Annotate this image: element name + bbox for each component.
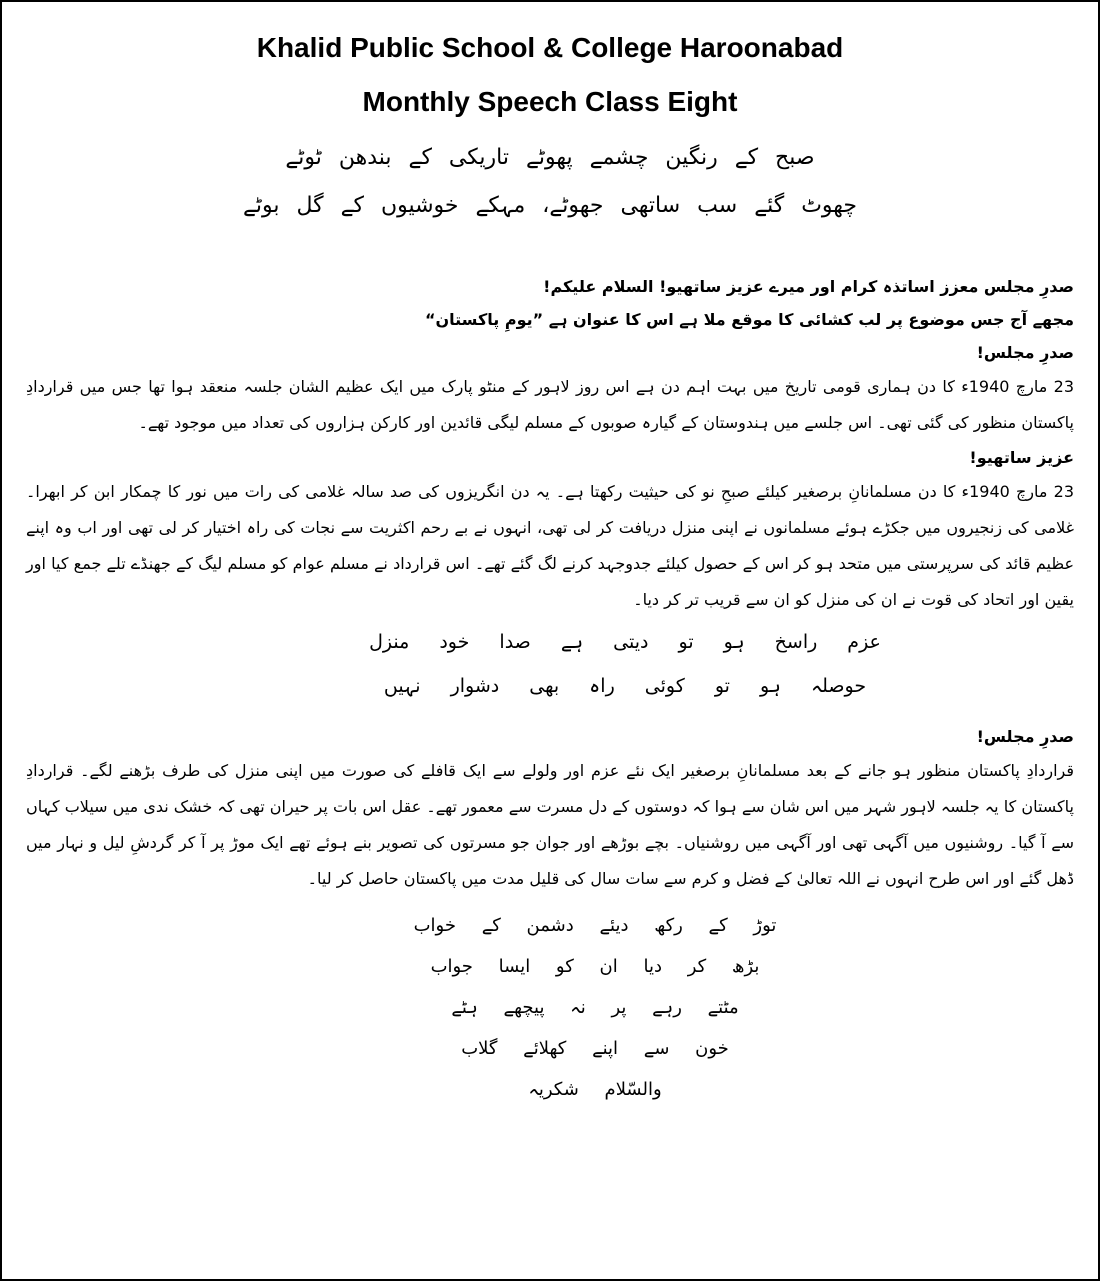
topic-line: مجھے آج جس موضوع پر لب کشائی کا موقع ملا ہے اس کا عنوان ہے ”یومِ پاکستان“: [424, 310, 1074, 329]
closing-poem-line: مٹتے رہے پر نہ پیچھے ہٹے: [451, 997, 739, 1018]
address-president-2: صدرِ مجلس!: [976, 727, 1074, 746]
intro-poem: [26, 134, 1074, 230]
greeting: صدرِ مجلس معزز اساتذہ کرام اور میرے عزیز ساتھیو! السلام علیکم!: [543, 277, 1074, 296]
closing-salutation: والسّلام شکریہ: [528, 1079, 662, 1100]
address-president: صدرِ مجلس!: [976, 343, 1074, 362]
closing-poem-line: توڑ کے رکھ دیئے دشمن کے خواب: [413, 915, 777, 936]
middle-poem-line: عزم راسخ ہو تو دیتی ہے صدا خود منزل: [369, 631, 881, 653]
address-friends: عزیز ساتھیو!: [969, 448, 1074, 467]
paragraph-3: قراردادِ پاکستان منظور ہو جانے کے بعد مسلمانانِ برصغیر ایک نئے عزم اور ولولے سے ایک قافلے کی صورت میں اپنی منزل کی طرف بڑھنے لگے۔ قراردادِ پاکستان کا یہ جلسہ لاہور شہر میں اس شان سے ہوا کہ دوستوں کے دل مسرت سے معمور تھے۔ عقل اس بات پر حیران تھی کہ خشک ندی میں سیلاب کہاں سے آ گیا۔ روشنیوں میں آگہی تھی اور آگہی میں روشنیاں۔ بچے بوڑھے اور جوان جو مسرتوں کی تصویر بنے ہوئے تھے ایک موڑ پر آ کر گردشِ لیل و نہار میں ڈھل گئے اور اس طرح انہوں نے اللہ تعالیٰ کے فضل و کرم سے سات سال کی قلیل مدت میں پاکستان حاصل کر لیا۔: [26, 761, 1075, 888]
speech-subtitle: Monthly Speech Class Eight: [362, 86, 738, 117]
closing-poem-line: بڑھ کر دیا ان کو ایسا جواب: [430, 956, 760, 977]
school-title: Khalid Public School & College Haroonabad: [256, 32, 844, 63]
intro-poem-line: چھوٹ گئے سب ساتھی جھوٹے، مہکے خوشیوں کے گل بوٹے: [242, 193, 858, 218]
middle-poem: [26, 620, 1074, 708]
intro-poem-line: صبح کے رنگین چشمے پھوٹے تاریکی کے بندھن ٹوٹے: [285, 145, 815, 170]
closing-poem: [26, 905, 1074, 1110]
middle-poem-line: حوصلہ ہو تو کوئی راہ بھی دشوار نہیں: [383, 675, 867, 697]
paragraph-1: 23 مارچ 1940ء کا دن ہماری قومی تاریخ میں بہت اہم دن ہے اس روز لاہور کے منٹو پارک میں ایک عظیم الشان جلسہ منعقد ہوا تھا جس میں قراردادِ پاکستان منظور کی گئی تھی۔ اس جلسے میں ہندوستان کے گیارہ صوبوں کے مسلم لیگی قائدین اور کارکن ہزاروں کی تعداد میں موجود تھے۔: [26, 377, 1075, 432]
paragraph-2: 23 مارچ 1940ء کا دن مسلمانانِ برصغیر کیلئے صبحِ نو کی حیثیت رکھتا ہے۔ یہ دن انگریزوں کی صد سالہ غلامی کی رات میں نور کا چمکار ابن کر ابھرا۔ غلامی کی زنجیروں میں جکڑے ہوئے مسلمانوں نے اپنی منزل دریافت کر لی تھی، انہوں نے بے رحم اکثریت سے نجات کی راہ اختیار کر لی تھی اور اب وہ اپنے عظیم قائد کی سرپرستی میں متحد ہو کر اس کے حصول کیلئے جدوجہد کرنے لگ گئے تھے۔ اس قرارداد نے مسلم عوام کو مسلم لیگ کے جھنڈے تلے جمع کیا اور یقین اور اتحاد کی قوت نے ان کی منزل کو ان سے قریب تر کر دیا۔: [26, 482, 1075, 609]
closing-poem-line: خون سے اپنے کھلائے گلاب: [461, 1038, 729, 1059]
